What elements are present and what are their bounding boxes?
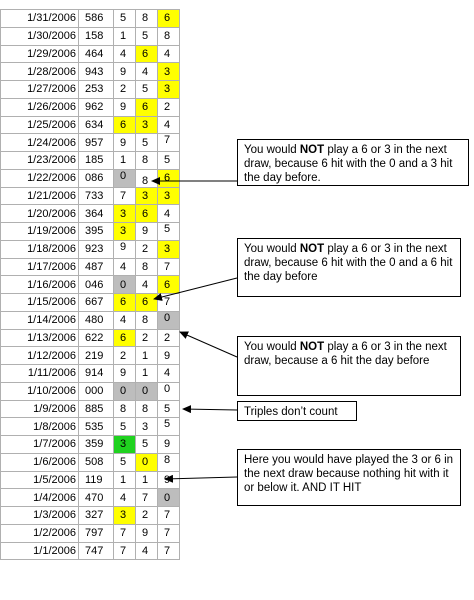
digit-cell: 6: [136, 205, 158, 223]
note-1-text-pre: You would: [244, 144, 300, 156]
digit-cell: 8: [136, 152, 158, 170]
date-cell: 1/5/2006: [1, 471, 79, 489]
digit-cell: 5: [114, 10, 136, 28]
digit-cell: 6: [114, 294, 136, 312]
date-cell: 1/14/2006: [1, 311, 79, 329]
date-cell: 1/26/2006: [1, 98, 79, 116]
date-cell: 1/23/2006: [1, 152, 79, 170]
digit-cell: 1: [136, 365, 158, 383]
date-cell: 1/6/2006: [1, 453, 79, 471]
digit-cell: 5: [158, 400, 180, 418]
number-cell: 747: [79, 542, 114, 560]
note-5-text: Here you would have played the 3 or 6 in the next draw because nothing hit with it or below it. AND IT HIT: [244, 454, 454, 494]
number-cell: 219: [79, 347, 114, 365]
note-2-text-post: play a 6 or 3 in the next draw, because 6 hit with the 0 and a 6 hit the day before: [244, 243, 453, 283]
date-cell: 1/31/2006: [1, 10, 79, 28]
digit-cell: 6: [114, 116, 136, 134]
digit-cell: 8: [136, 400, 158, 418]
digit-cell: 4: [114, 489, 136, 507]
date-cell: 1/8/2006: [1, 418, 79, 436]
number-cell: 508: [79, 453, 114, 471]
digit-cell: 4: [136, 542, 158, 560]
digit-cell: 0: [158, 311, 180, 329]
number-cell: 185: [79, 152, 114, 170]
digit-cell: 2: [114, 81, 136, 99]
digit-cell: 2: [136, 240, 158, 258]
note-3-text-post: play a 6 or 3 in the next draw, because a 6 hit the day before: [244, 341, 447, 367]
digit-cell: 7: [136, 489, 158, 507]
digit-cell: 0: [158, 382, 180, 400]
number-cell: 364: [79, 205, 114, 223]
digit-cell: 4: [114, 311, 136, 329]
digit-cell: 6: [158, 169, 180, 187]
number-cell: 046: [79, 276, 114, 294]
number-cell: 395: [79, 223, 114, 241]
date-cell: 1/15/2006: [1, 294, 79, 312]
date-cell: 1/4/2006: [1, 489, 79, 507]
digit-cell: 3: [158, 81, 180, 99]
digit-cell: 4: [136, 63, 158, 81]
digit-cell: 2: [136, 507, 158, 525]
digit-cell: 3: [136, 116, 158, 134]
digit-cell: 7: [158, 294, 180, 312]
number-cell: 733: [79, 187, 114, 205]
digit-cell: 2: [158, 98, 180, 116]
number-cell: 535: [79, 418, 114, 436]
number-cell: 000: [79, 382, 114, 400]
digit-cell: 5: [136, 81, 158, 99]
date-cell: 1/12/2006: [1, 347, 79, 365]
digit-cell: 3: [114, 223, 136, 241]
digit-cell: 3: [158, 63, 180, 81]
digit-cell: 4: [158, 116, 180, 134]
digit-cell: 4: [114, 258, 136, 276]
note-4-text: Triples don’t count: [244, 406, 338, 418]
digit-cell: 1: [114, 152, 136, 170]
digit-cell: 3: [158, 187, 180, 205]
number-cell: 480: [79, 311, 114, 329]
digit-cell: 7: [158, 507, 180, 525]
digit-cell: 5: [158, 223, 180, 241]
date-cell: 1/2/2006: [1, 524, 79, 542]
digit-cell: 7: [114, 524, 136, 542]
date-cell: 1/19/2006: [1, 223, 79, 241]
digit-cell: 9: [158, 471, 180, 489]
number-cell: 119: [79, 471, 114, 489]
digit-cell: 3: [114, 507, 136, 525]
date-cell: 1/27/2006: [1, 81, 79, 99]
digit-cell: 9: [136, 524, 158, 542]
date-cell: 1/24/2006: [1, 134, 79, 152]
digit-cell: 4: [158, 365, 180, 383]
digit-cell: 6: [114, 329, 136, 347]
digit-cell: 3: [136, 187, 158, 205]
arrow-note-2: [154, 278, 237, 299]
date-cell: 1/22/2006: [1, 169, 79, 187]
number-cell: 923: [79, 240, 114, 258]
digit-cell: 9: [158, 436, 180, 454]
digit-cell: 5: [136, 27, 158, 45]
number-cell: 586: [79, 10, 114, 28]
number-cell: 470: [79, 489, 114, 507]
arrow-note-4: [183, 409, 237, 410]
digit-cell: 6: [158, 10, 180, 28]
date-cell: 1/13/2006: [1, 329, 79, 347]
date-cell: 1/18/2006: [1, 240, 79, 258]
digit-cell: 2: [158, 329, 180, 347]
number-cell: 487: [79, 258, 114, 276]
date-cell: 1/17/2006: [1, 258, 79, 276]
number-cell: 914: [79, 365, 114, 383]
digit-cell: 3: [114, 436, 136, 454]
note-1-text-post: play a 6 or 3 in the next draw, because 6 hit with the 0 and a 3 hit the day before.: [244, 144, 453, 184]
date-cell: 1/30/2006: [1, 27, 79, 45]
digit-cell: 8: [136, 258, 158, 276]
note-1-bold: NOT: [299, 144, 325, 156]
digit-cell: 8: [136, 10, 158, 28]
digit-cell: 3: [114, 205, 136, 223]
digit-cell: 7: [114, 187, 136, 205]
date-cell: 1/3/2006: [1, 507, 79, 525]
digit-cell: 6: [158, 276, 180, 294]
digit-cell: 7: [114, 542, 136, 560]
digit-cell: 4: [114, 45, 136, 63]
digit-cell: 9: [114, 98, 136, 116]
digit-cell: 6: [136, 98, 158, 116]
date-cell: 1/25/2006: [1, 116, 79, 134]
digit-cell: 8: [158, 453, 180, 471]
number-cell: 667: [79, 294, 114, 312]
date-cell: 1/10/2006: [1, 382, 79, 400]
digit-cell: 0: [114, 276, 136, 294]
digit-cell: 2: [136, 329, 158, 347]
note-2-text-pre: You would: [244, 243, 300, 255]
digit-cell: 0: [136, 382, 158, 400]
date-cell: 1/11/2006: [1, 365, 79, 383]
digit-cell: 7: [158, 524, 180, 542]
number-cell: 962: [79, 98, 114, 116]
note-3-text-pre: You would: [244, 341, 300, 353]
date-cell: 1/28/2006: [1, 63, 79, 81]
number-cell: 957: [79, 134, 114, 152]
digit-cell: 7: [158, 134, 180, 152]
digit-cell: 1: [136, 347, 158, 365]
arrow-note-5: [165, 477, 237, 479]
digit-cell: 8: [114, 400, 136, 418]
digit-cell: 9: [114, 134, 136, 152]
date-cell: 1/1/2006: [1, 542, 79, 560]
digit-cell: 9: [114, 63, 136, 81]
date-cell: 1/21/2006: [1, 187, 79, 205]
digit-cell: 9: [114, 365, 136, 383]
digit-cell: 0: [114, 169, 136, 187]
number-cell: 359: [79, 436, 114, 454]
number-cell: 885: [79, 400, 114, 418]
digit-cell: 7: [158, 258, 180, 276]
digit-cell: 4: [158, 205, 180, 223]
date-cell: 1/16/2006: [1, 276, 79, 294]
digit-cell: 3: [158, 240, 180, 258]
digit-cell: 5: [114, 453, 136, 471]
arrow-note-3: [180, 332, 237, 357]
digit-cell: 8: [136, 311, 158, 329]
digit-cell: 5: [136, 134, 158, 152]
note-3-bold: NOT: [299, 341, 325, 353]
digit-cell: 0: [158, 489, 180, 507]
digit-cell: 1: [114, 27, 136, 45]
digit-cell: 8: [136, 169, 158, 187]
digit-cell: 5: [158, 152, 180, 170]
digit-cell: 0: [114, 382, 136, 400]
number-cell: 943: [79, 63, 114, 81]
digit-cell: 5: [158, 418, 180, 436]
date-cell: 1/7/2006: [1, 436, 79, 454]
digit-cell: 6: [136, 294, 158, 312]
digit-cell: 2: [114, 347, 136, 365]
digit-cell: 4: [158, 45, 180, 63]
number-cell: 158: [79, 27, 114, 45]
date-cell: 1/20/2006: [1, 205, 79, 223]
digit-cell: 8: [158, 27, 180, 45]
date-cell: 1/9/2006: [1, 400, 79, 418]
number-cell: 327: [79, 507, 114, 525]
number-cell: 797: [79, 524, 114, 542]
note-2-bold: NOT: [299, 243, 325, 255]
digit-cell: 5: [136, 436, 158, 454]
digit-cell: 4: [136, 276, 158, 294]
number-cell: 086: [79, 169, 114, 187]
digit-cell: 0: [136, 453, 158, 471]
number-cell: 622: [79, 329, 114, 347]
digit-cell: 9: [136, 223, 158, 241]
number-cell: 464: [79, 45, 114, 63]
digit-cell: 3: [136, 418, 158, 436]
date-cell: 1/29/2006: [1, 45, 79, 63]
digit-cell: 9: [158, 347, 180, 365]
digit-cell: 1: [114, 471, 136, 489]
number-cell: 253: [79, 81, 114, 99]
number-cell: 634: [79, 116, 114, 134]
digit-cell: 6: [136, 45, 158, 63]
digit-cell: 1: [136, 471, 158, 489]
digit-cell: 7: [158, 542, 180, 560]
digit-cell: 5: [114, 418, 136, 436]
digit-cell: 9: [114, 240, 136, 258]
